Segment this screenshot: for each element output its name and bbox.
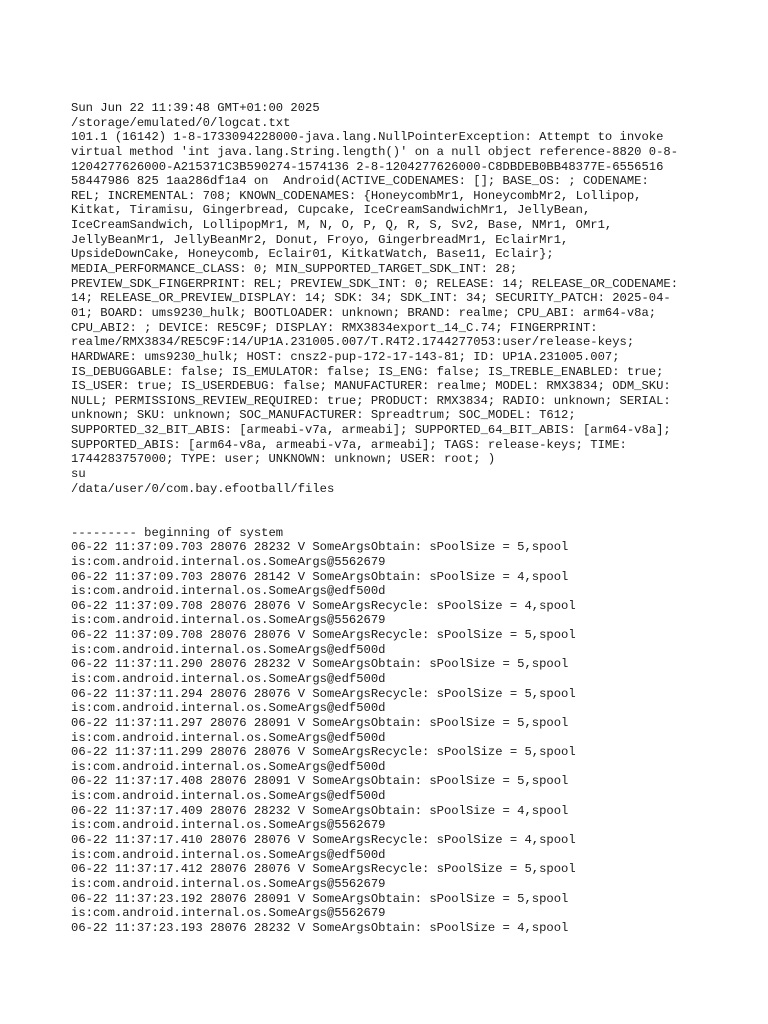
exception-line: 14; RELEASE_OR_PREVIEW_DISPLAY: 14; SDK: 34; SDK_INT: 34; SECURITY_PATCH: 2025-04- — [71, 291, 671, 306]
log-entry-line: 06-22 11:37:09.703 28076 28232 V SomeArgsObtain: sPoolSize = 5,spool — [71, 540, 569, 555]
log-entry-line: is:com.android.internal.os.SomeArgs@edf500d — [71, 759, 386, 774]
log-entry-line: 06-22 11:37:23.193 28076 28232 V SomeArgsObtain: sPoolSize = 4,spool — [71, 920, 569, 935]
exception-line: JellyBeanMr1, JellyBeanMr2, Donut, Froyo, GingerbreadMr1, EclairMr1, — [71, 232, 569, 247]
log-entry-line: is:com.android.internal.os.SomeArgs@edf500d — [71, 789, 386, 804]
log-entry-line: is:com.android.internal.os.SomeArgs@5562679 — [71, 613, 386, 628]
exception-line: IceCreamSandwich, LollipopMr1, M, N, O, P, Q, R, S, Sv2, Base, NMr1, OMr1, — [71, 218, 613, 233]
log-entry-line: 06-22 11:37:17.410 28076 28076 V SomeArgsRecycle: sPoolSize = 4,spool — [71, 833, 576, 848]
log-entry-line: 06-22 11:37:09.708 28076 28076 V SomeArgsRecycle: sPoolSize = 4,spool — [71, 598, 576, 613]
exception-line: IS_USER: true; IS_USERDEBUG: false; MANUFACTURER: realme; MODEL: RMX3834; ODM_SKU: — [71, 379, 671, 394]
log-entry-line: is:com.android.internal.os.SomeArgs@edf500d — [71, 642, 386, 657]
exception-line: PREVIEW_SDK_FINGERPRINT: REL; PREVIEW_SDK_INT: 0; RELEASE: 14; RELEASE_OR_CODENAME: — [71, 276, 679, 291]
exception-line: REL; INCREMENTAL: 708; KNOWN_CODENAMES: {HoneycombMr1, HoneycombMr2, Lollipop, — [71, 188, 642, 203]
exception-line: SUPPORTED_32_BIT_ABIS: [armeabi-v7a, armeabi]; SUPPORTED_64_BIT_ABIS: [arm64-v8a]; — [71, 423, 671, 438]
system-log-block — [71, 540, 711, 935]
log-entry-line: is:com.android.internal.os.SomeArgs@edf500d — [71, 671, 386, 686]
logcat-document — [71, 101, 711, 936]
log-entry-line: is:com.android.internal.os.SomeArgs@5562679 — [71, 554, 386, 569]
log-entry-line: is:com.android.internal.os.SomeArgs@5562679 — [71, 906, 386, 921]
log-entry-line: is:com.android.internal.os.SomeArgs@5562679 — [71, 876, 386, 891]
exception-line: realme/RMX3834/RE5C9F:14/UP1A.231005.007/T.R4T2.1744277053:user/release-keys; — [71, 335, 635, 350]
system-log-header: --------- beginning of system — [71, 525, 284, 540]
log-entry-line: 06-22 11:37:17.409 28076 28232 V SomeArgsObtain: sPoolSize = 4,spool — [71, 803, 569, 818]
log-entry-line: is:com.android.internal.os.SomeArgs@edf500d — [71, 847, 386, 862]
exception-line: virtual method 'int java.lang.String.length()' on a null object reference-8820 0-8- — [71, 144, 679, 159]
exception-line: SUPPORTED_ABIS: [arm64-v8a, armeabi-v7a, armeabi]; TAGS: release-keys; TIME: — [71, 437, 627, 452]
exception-line: 58447986 825 1aa286df1a4 on Android(ACTIVE_CODENAMES: []; BASE_OS: ; CODENAME: — [71, 174, 649, 189]
log-entry-line: 06-22 11:37:11.294 28076 28076 V SomeArgsRecycle: sPoolSize = 5,spool — [71, 686, 576, 701]
log-entry-line: 06-22 11:37:11.299 28076 28076 V SomeArgsRecycle: sPoolSize = 5,spool — [71, 745, 576, 760]
exception-line: 01; BOARD: ums9230_hulk; BOOTLOADER: unknown; BRAND: realme; CPU_ABI: arm64-v8a; — [71, 305, 657, 320]
spacer — [71, 496, 711, 511]
exception-line: 1204277626000-A215371C3B590274-1574136 2-8-1204277626000-C8DBDEB0BB48377E-6556516 — [71, 159, 664, 174]
log-file-path: /storage/emulated/0/logcat.txt — [71, 115, 291, 130]
log-entry-line: is:com.android.internal.os.SomeArgs@5562679 — [71, 818, 386, 833]
spacer — [71, 511, 711, 526]
exception-line: IS_DEBUGGABLE: false; IS_EMULATOR: false; IS_ENG: false; IS_TREBLE_ENABLED: true; — [71, 364, 664, 379]
log-entry-line: 06-22 11:37:11.290 28076 28232 V SomeArgsObtain: sPoolSize = 5,spool — [71, 657, 569, 672]
exception-block — [71, 130, 711, 467]
log-entry-line: 06-22 11:37:11.297 28076 28091 V SomeArgsObtain: sPoolSize = 5,spool — [71, 715, 569, 730]
log-entry-line: 06-22 11:37:17.408 28076 28091 V SomeArgsObtain: sPoolSize = 5,spool — [71, 774, 569, 789]
log-entry-line: is:com.android.internal.os.SomeArgs@edf500d — [71, 584, 386, 599]
exception-line: HARDWARE: ums9230_hulk; HOST: cnsz2-pup-172-17-143-81; ID: UP1A.231005.007; — [71, 349, 620, 364]
log-timestamp: Sun Jun 22 11:39:48 GMT+01:00 2025 — [71, 101, 320, 115]
exception-line: 1744283757000; TYPE: user; UNKNOWN: unknown; USER: root; ) — [71, 452, 496, 467]
log-entry-line: 06-22 11:37:09.708 28076 28076 V SomeArgsRecycle: sPoolSize = 5,spool — [71, 628, 576, 643]
log-entry-line: 06-22 11:37:17.412 28076 28076 V SomeArgsRecycle: sPoolSize = 5,spool — [71, 862, 576, 877]
exception-line: unknown; SKU: unknown; SOC_MANUFACTURER: Spreadtrum; SOC_MODEL: T612; — [71, 408, 576, 423]
log-entry-line: 06-22 11:37:09.703 28076 28142 V SomeArgsObtain: sPoolSize = 4,spool — [71, 569, 569, 584]
log-entry-line: 06-22 11:37:23.192 28076 28091 V SomeArgsObtain: sPoolSize = 5,spool — [71, 891, 569, 906]
exception-line: 101.1 (16142) 1-8-1733094228000-java.lang.NullPointerException: Attempt to invoke — [71, 130, 664, 145]
exception-line: Kitkat, Tiramisu, Gingerbread, Cupcake, IceCreamSandwichMr1, JellyBean, — [71, 203, 591, 218]
log-entry-line: is:com.android.internal.os.SomeArgs@edf500d — [71, 701, 386, 716]
log-entry-line: is:com.android.internal.os.SomeArgs@edf500d — [71, 730, 386, 745]
files-path: /data/user/0/com.bay.efootball/files — [71, 481, 335, 496]
exception-line: CPU_ABI2: ; DEVICE: RE5C9F; DISPLAY: RMX3834export_14_C.74; FINGERPRINT: — [71, 320, 598, 335]
exception-line: MEDIA_PERFORMANCE_CLASS: 0; MIN_SUPPORTED_TARGET_SDK_INT: 28; — [71, 262, 518, 277]
exception-line: NULL; PERMISSIONS_REVIEW_REQUIRED: true; PRODUCT: RMX3834; RADIO: unknown; SERIAL: — [71, 393, 671, 408]
su-command: su — [71, 467, 86, 482]
exception-line: UpsideDownCake, Honeycomb, Eclair01, KitkatWatch, Base11, Eclair}; — [71, 247, 554, 262]
